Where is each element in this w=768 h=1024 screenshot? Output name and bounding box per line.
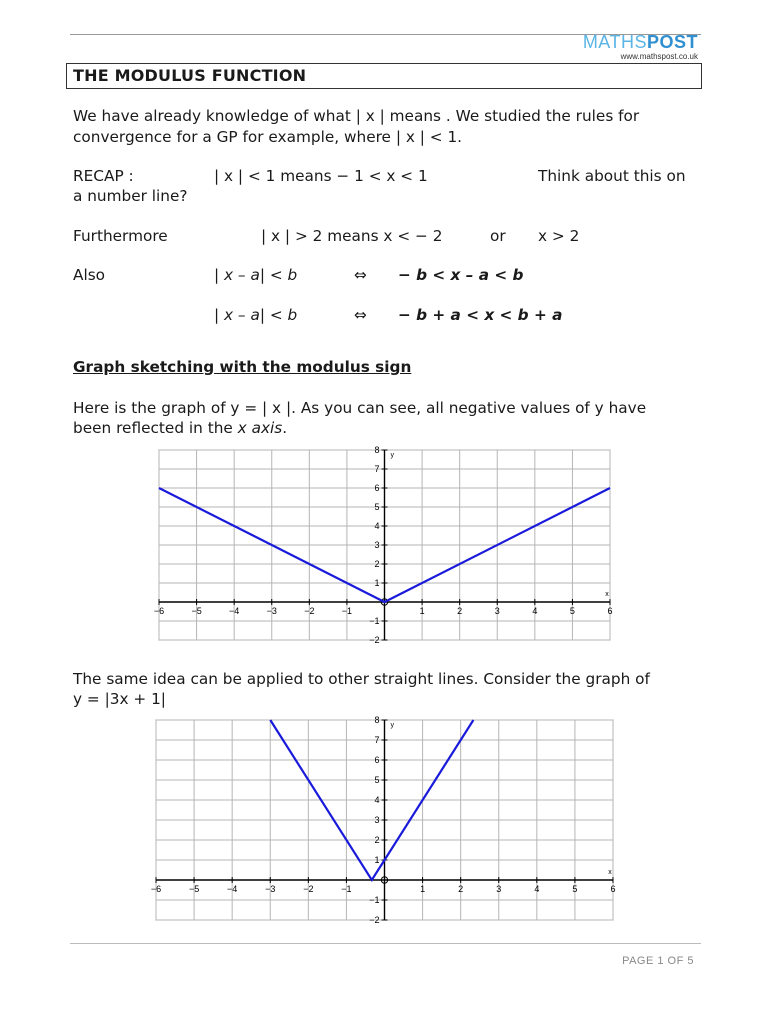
chart2-x-tick-label: 2 bbox=[458, 884, 464, 894]
furthermore-expression: | x | > 2 means x < − 2 bbox=[261, 227, 443, 245]
chart2-x-tick-label: −3 bbox=[265, 884, 276, 894]
chart1-x-tick-label: −6 bbox=[153, 606, 165, 616]
chart1-y-tick-label: 2 bbox=[374, 559, 380, 569]
chart2-y-tick-label: 5 bbox=[374, 775, 380, 785]
chart1-x-tick-label: 4 bbox=[532, 606, 538, 616]
chart1-y-tick-label: −1 bbox=[369, 616, 380, 626]
chart1-x-tick-label: 5 bbox=[569, 606, 575, 616]
chart1-x-tick-label: −3 bbox=[266, 606, 277, 616]
chart2-y-tick-label: −2 bbox=[369, 915, 380, 925]
equivalence-arrow-1: ⇔ bbox=[354, 266, 367, 284]
brand-block bbox=[583, 32, 698, 62]
graph2-text-line-1: The same idea can be applied to other straight lines. Consider the graph of bbox=[73, 670, 650, 688]
chart1-x-axis-label: x bbox=[605, 591, 609, 598]
chart1-y-tick-label: 5 bbox=[374, 502, 380, 512]
chart1-x-tick-label: −4 bbox=[229, 606, 240, 616]
chart2-y-tick-label: −1 bbox=[369, 895, 380, 905]
graph1-text-line-1: Here is the graph of y = | x |. As you can see, all negative values of y have bbox=[73, 399, 647, 417]
section-heading: Graph sketching with the modulus sign bbox=[73, 358, 412, 376]
chart1-x-tick-label: 3 bbox=[494, 606, 500, 616]
chart1-y-tick-label: 3 bbox=[374, 540, 380, 550]
chart2-x-tick-label: 3 bbox=[496, 884, 502, 894]
chart2-y-tick-label: 7 bbox=[374, 735, 380, 745]
also-label: Also bbox=[73, 266, 106, 284]
chart2-y-tick-label: 1 bbox=[374, 855, 380, 865]
chart1-x-tick-label: −5 bbox=[191, 606, 202, 616]
chart2-x-tick-label: 6 bbox=[610, 884, 616, 894]
chart2-y-tick-label: 3 bbox=[374, 815, 380, 825]
chart1-x-tick-label: −1 bbox=[341, 606, 353, 616]
chart2-x-tick-label: −2 bbox=[303, 884, 314, 894]
chart2-x-tick-label: −5 bbox=[188, 884, 200, 894]
equivalence-arrow-2: ⇔ bbox=[354, 306, 367, 324]
intro-line-2: convergence for a GP for example, where | x | < 1. bbox=[73, 128, 463, 146]
chart1-y-tick-label: −2 bbox=[369, 635, 380, 645]
chart1-y-axis-label: y bbox=[390, 452, 394, 459]
page-number: PAGE 1 OF 5 bbox=[622, 955, 694, 967]
recap-expression: | x | < 1 means − 1 < x < 1 bbox=[214, 167, 428, 185]
also-lhs-2: | x – a| < b bbox=[214, 306, 298, 324]
chart2-y-axis-label: y bbox=[390, 722, 394, 729]
recap-label: RECAP : bbox=[73, 167, 134, 185]
also-rhs-2: − b + a < x < b + a bbox=[398, 306, 563, 324]
also-lhs-1: | x – a| < b bbox=[214, 266, 298, 284]
chart1-x-tick-label: −2 bbox=[304, 606, 315, 616]
chart1-y-tick-label: 8 bbox=[374, 445, 380, 455]
recap-note: Think about this on bbox=[538, 167, 686, 185]
graph1-text-line-2: been reflected in the x axis. bbox=[73, 419, 288, 437]
chart1-y-tick-label: 7 bbox=[374, 464, 380, 474]
graph2-text-line-2: y = |3x + 1| bbox=[73, 690, 166, 708]
recap-note-continued: a number line? bbox=[73, 187, 188, 205]
page-title: THE MODULUS FUNCTION bbox=[73, 66, 307, 85]
chart2-x-axis-label: x bbox=[608, 869, 612, 876]
chart2-y-tick-label: 4 bbox=[374, 795, 380, 805]
also-rhs-1: − b < x – a < b bbox=[398, 266, 524, 284]
chart1-y-tick-label: 1 bbox=[374, 578, 380, 588]
chart1-x-tick-label: 1 bbox=[419, 606, 425, 616]
chart2-x-tick-label: 5 bbox=[572, 884, 578, 894]
brand-url[interactable]: www.mathspost.co.uk bbox=[620, 52, 698, 61]
furthermore-or: or bbox=[490, 227, 506, 245]
chart2-y-tick-label: 8 bbox=[374, 715, 380, 725]
chart1-x-tick-label: 2 bbox=[457, 606, 463, 616]
chart1-y-tick-label: 6 bbox=[374, 483, 380, 493]
brand-logo[interactable]: MATHSPOST bbox=[582, 32, 698, 52]
chart1-x-tick-label: 6 bbox=[607, 606, 613, 616]
furthermore-label: Furthermore bbox=[73, 227, 168, 245]
intro-line-1: We have already knowledge of what | x | means . We studied the rules for bbox=[73, 107, 640, 125]
chart2-y-tick-label: 6 bbox=[374, 755, 380, 765]
chart2-x-tick-label: 4 bbox=[534, 884, 540, 894]
furthermore-expression-2: x > 2 bbox=[538, 227, 580, 245]
chart1-y-tick-label: 4 bbox=[374, 521, 380, 531]
chart2-x-tick-label: −4 bbox=[227, 884, 238, 894]
chart2-y-tick-label: 2 bbox=[374, 835, 380, 845]
graph-abs-x bbox=[150, 443, 620, 645]
chart2-x-tick-label: 1 bbox=[420, 884, 426, 894]
graph-abs-3x-plus-1 bbox=[150, 713, 620, 925]
title-box bbox=[66, 63, 702, 89]
chart2-x-tick-label: −6 bbox=[150, 884, 162, 894]
chart2-x-tick-label: −1 bbox=[341, 884, 352, 894]
footer-rule bbox=[70, 943, 701, 944]
